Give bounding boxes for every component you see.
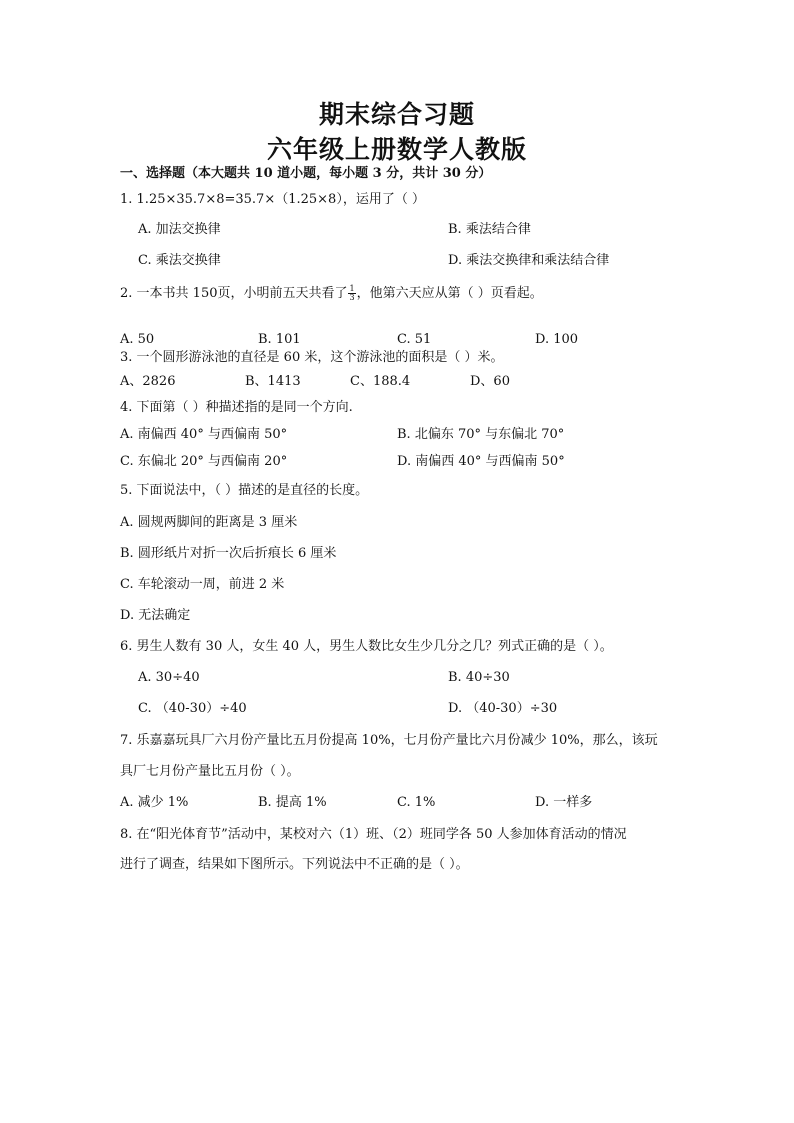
page-title: 期末综合习题 — [318, 100, 475, 129]
question-8-stem-line-1: 8. 在“阳光体育节”活动中，某校对六（1）班、（2）班同学各 50 人参加体育活动的情况 — [120, 827, 627, 842]
question-3-option-c: C、188.4 — [350, 374, 411, 389]
fraction-one-third — [348, 285, 355, 302]
question-6-stem: 6. 男生人数有 30 人，女生 40 人，男生人数比女生少几分之几？列式正确的是（ ）。 — [120, 639, 613, 654]
question-2-option-b: B. 101 — [258, 332, 301, 347]
page-subtitle: 六年级上册数学人教版 — [266, 135, 527, 164]
question-6-option-c: C. （40-30）÷40 — [138, 701, 247, 716]
question-7-option-a: A. 减少 1% — [120, 795, 189, 810]
question-1-stem: 1. 1.25×35.7×8=35.7×（1.25×8），运用了（ ） — [120, 192, 425, 207]
question-7-stem-line-2: 具厂七月份产量比五月份（ ）。 — [120, 764, 300, 779]
question-2-stem — [120, 285, 543, 303]
fraction-numerator: 1 — [349, 284, 355, 293]
question-3-option-b: B、1413 — [245, 374, 301, 389]
question-7-option-d: D. 一样多 — [535, 795, 593, 810]
question-2-stem-after: ，他第六天应从第（ ）页看起。 — [356, 286, 543, 301]
question-5-option-c: C. 车轮滚动一周，前进 2 米 — [120, 577, 285, 592]
question-2-option-a: A. 50 — [120, 332, 155, 347]
question-2-option-c: C. 51 — [397, 332, 432, 347]
question-8-stem-line-2: 进行了调查，结果如下图所示。下列说法中不正确的是（ ）。 — [120, 857, 469, 872]
question-4-option-c: C. 东偏北 20° 与西偏南 20° — [120, 454, 288, 469]
question-4-option-a: A. 南偏西 40° 与西偏南 50° — [120, 427, 288, 442]
question-2-stem-before: 2. 一本书共 150页，小明前五天共看了 — [120, 286, 348, 301]
question-7-option-b: B. 提高 1% — [258, 795, 327, 810]
question-7-option-c: C. 1% — [397, 795, 436, 810]
question-5-option-a: A. 圆规两脚间的距离是 3 厘米 — [120, 515, 298, 530]
question-6-option-d: D. （40-30）÷30 — [448, 701, 558, 716]
question-5-option-b: B. 圆形纸片对折一次后折痕长 6 厘米 — [120, 546, 337, 561]
question-6-option-a: A. 30÷40 — [138, 670, 200, 685]
section-header: 一、选择题（本大题共 10 道小题，每小题 3 分，共计 30 分） — [120, 166, 492, 181]
question-7-stem-line-1: 7. 乐嘉嘉玩具厂六月份产量比五月份提高 10%，七月份产量比六月份减少 10%，那么，该玩 — [120, 733, 658, 748]
question-1-option-a: A. 加法交换律 — [138, 222, 221, 237]
question-3-option-d: D、60 — [470, 374, 510, 389]
question-5-option-d: D. 无法确定 — [120, 608, 191, 623]
question-4-option-d: D. 南偏西 40° 与西偏南 50° — [397, 454, 565, 469]
question-2-option-d: D. 100 — [535, 332, 579, 347]
question-5-stem: 5. 下面说法中，（ ）描述的是直径的长度。 — [120, 483, 369, 498]
question-4-stem: 4. 下面第（ ）种描述指的是同一个方向. — [120, 400, 353, 415]
question-1-option-c: C. 乘法交换律 — [138, 253, 221, 268]
question-3-stem: 3. 一个圆形游泳池的直径是 60 米，这个游泳池的面积是（ ）米。 — [120, 350, 504, 365]
fraction-denominator: 3 — [349, 293, 355, 302]
question-1-option-d: D. 乘法交换律和乘法结合律 — [448, 253, 610, 268]
question-4-option-b: B. 北偏东 70° 与东偏北 70° — [397, 427, 565, 442]
question-6-option-b: B. 40÷30 — [448, 670, 510, 685]
question-3-option-a: A、2826 — [120, 374, 176, 389]
question-1-option-b: B. 乘法结合律 — [448, 222, 531, 237]
